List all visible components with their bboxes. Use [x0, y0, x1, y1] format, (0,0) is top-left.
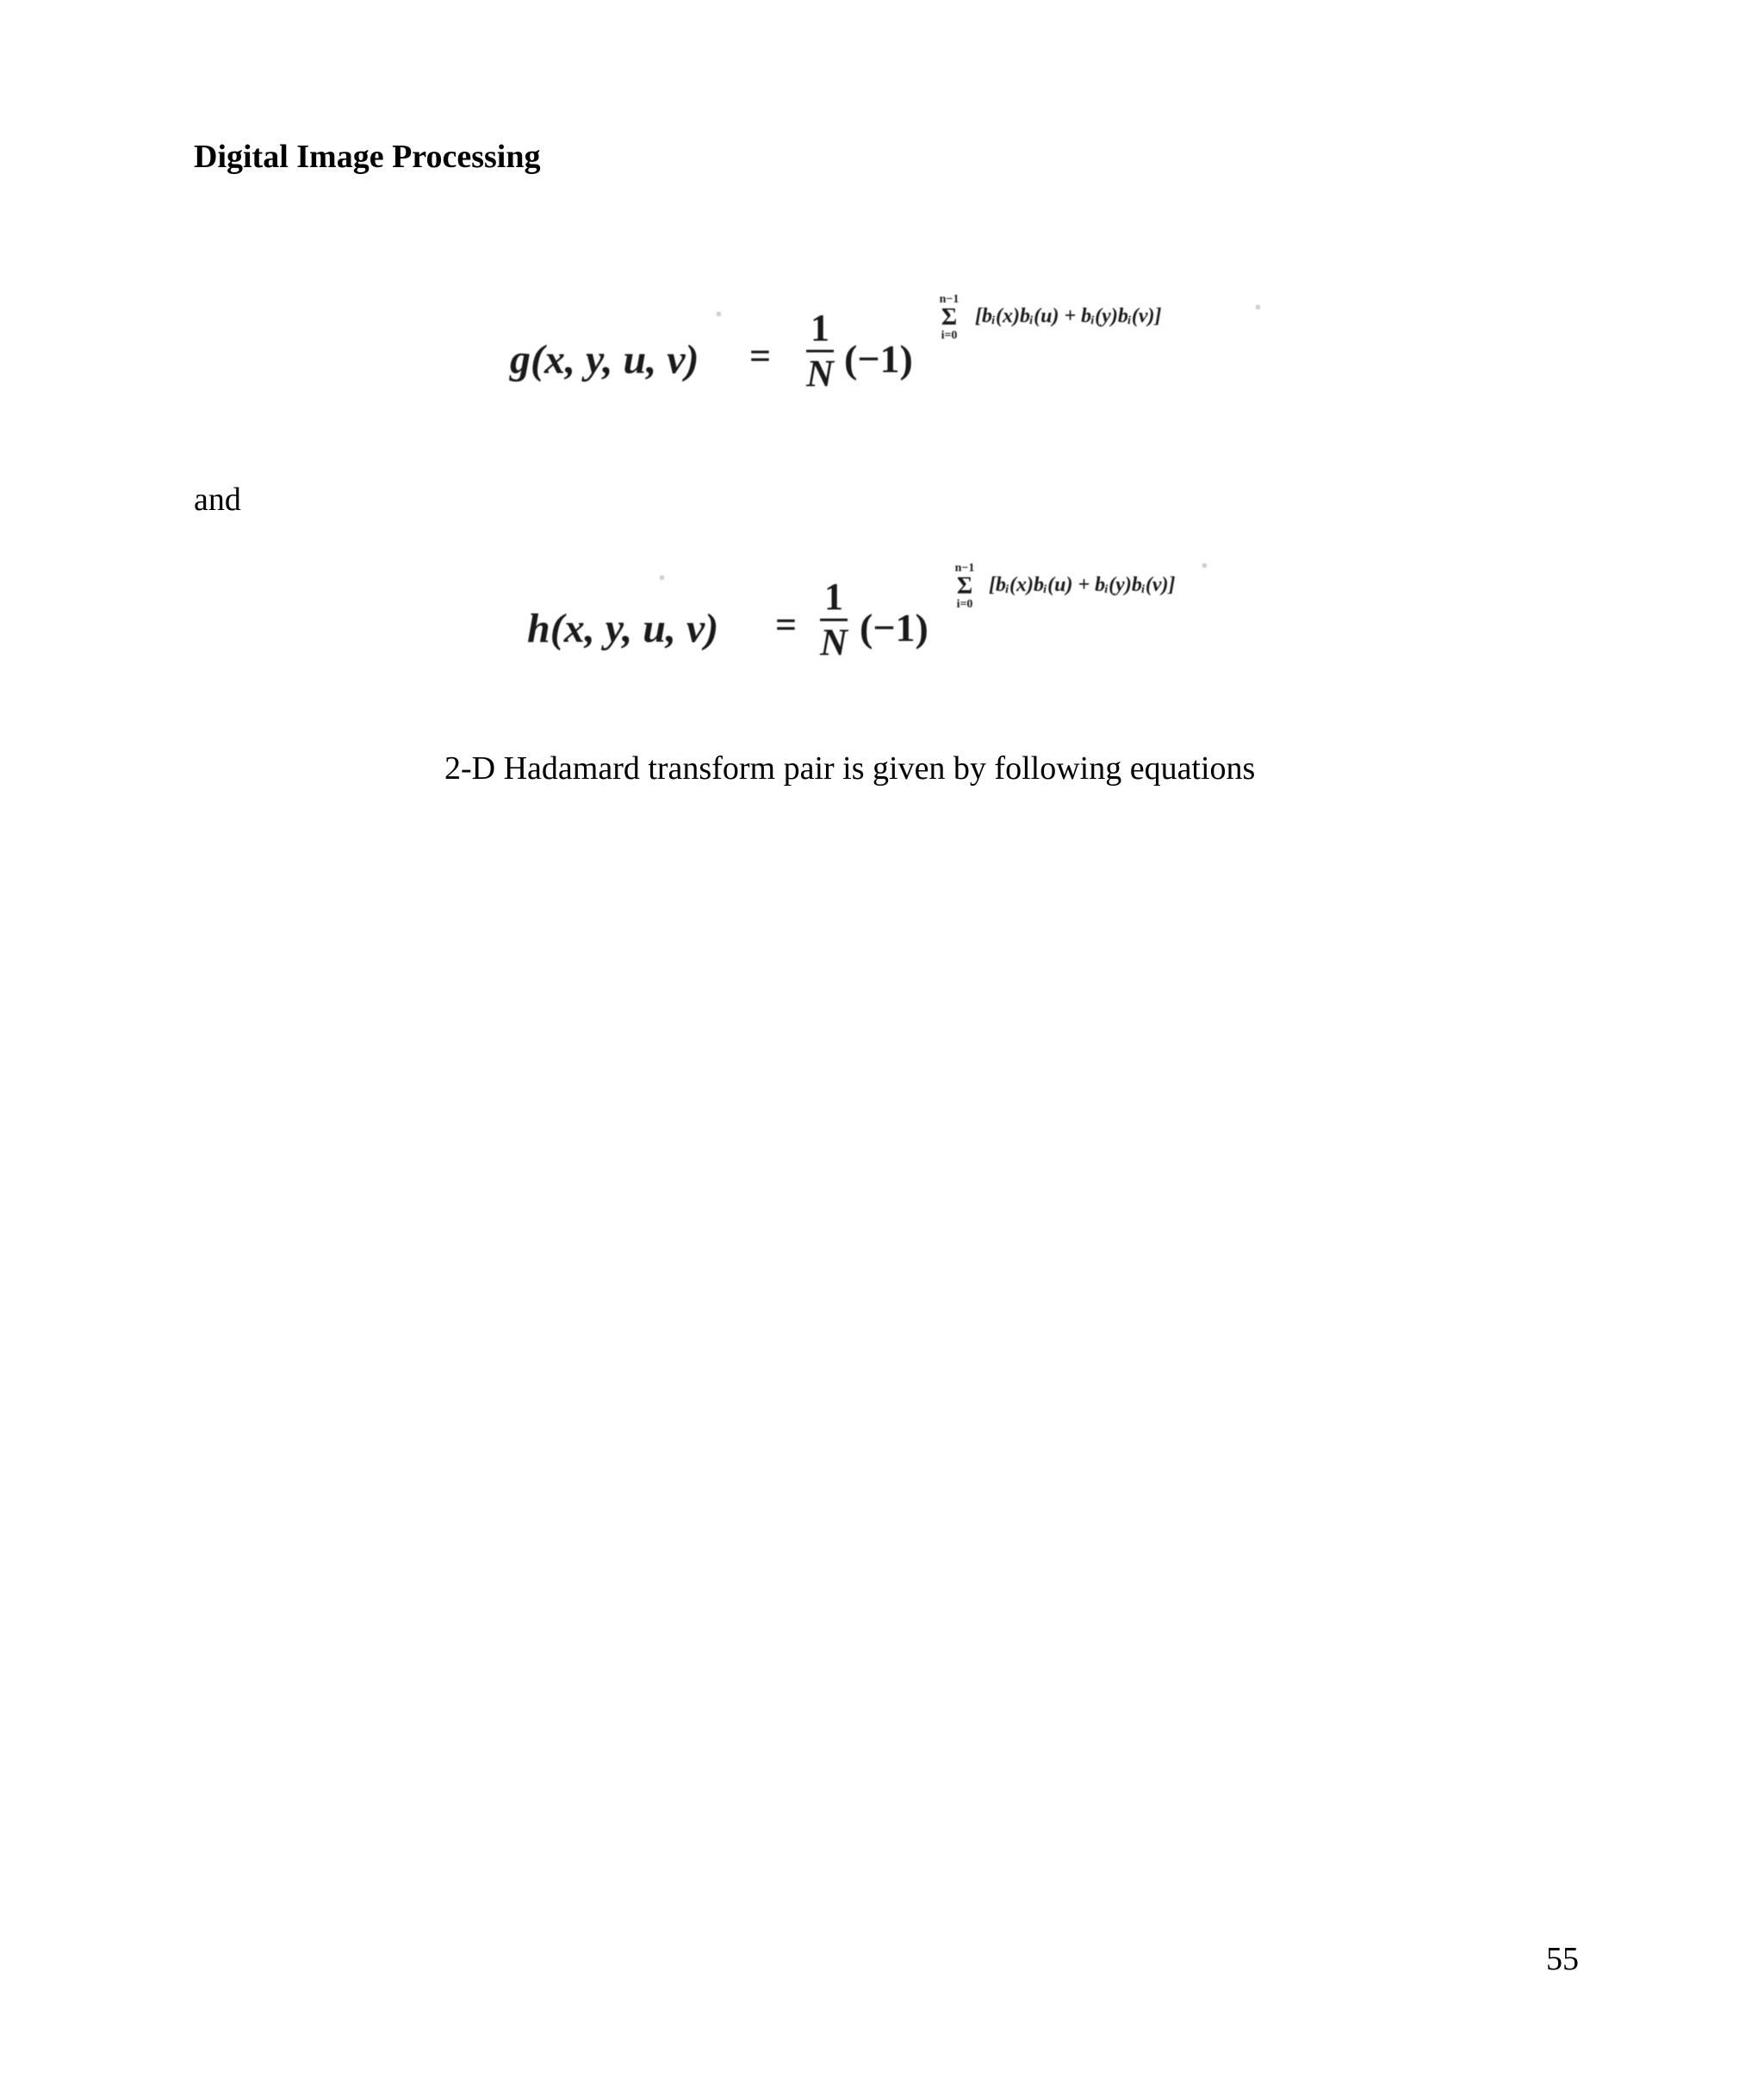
sigma-symbol: Σ — [956, 573, 973, 600]
equation-g — [510, 293, 1268, 414]
fraction — [817, 577, 851, 663]
equals-sign: = — [749, 335, 772, 377]
sigma-symbol: Σ — [941, 304, 958, 331]
fraction-denominator: N — [820, 621, 848, 663]
exponent-bracket: [bᵢ(x)bᵢ(u) + bᵢ(y)bᵢ(v)] — [989, 574, 1176, 596]
function-arguments: (x, y, u, v) — [531, 337, 699, 383]
page-number: 55 — [1546, 1941, 1579, 1977]
page-header: Digital Image Processing — [194, 139, 541, 175]
exponent-bracket: [bᵢ(x)bᵢ(u) + bᵢ(y)bᵢ(v)] — [975, 305, 1162, 327]
scan-artifact — [1202, 563, 1207, 568]
equation-h — [527, 562, 1251, 682]
summation-upper-limit: n−1 — [954, 562, 975, 575]
fraction-numerator: 1 — [811, 307, 829, 349]
function-name: g — [510, 337, 531, 383]
summation-upper-limit: n−1 — [939, 293, 960, 306]
fraction-numerator: 1 — [824, 575, 843, 618]
scan-artifact — [717, 312, 721, 316]
equation-lhs — [527, 605, 718, 652]
function-arguments: (x, y, u, v) — [550, 606, 719, 651]
fraction — [803, 308, 837, 394]
power-base: (−1) — [860, 606, 929, 650]
connector-text: and — [194, 482, 241, 518]
caption-text: 2-D Hadamard transform pair is given by following equations — [444, 750, 1256, 787]
fraction-denominator: N — [806, 352, 834, 395]
scan-artifact — [1256, 305, 1260, 309]
summation — [932, 293, 966, 343]
power-base: (−1) — [844, 337, 913, 381]
function-name: h — [527, 606, 550, 651]
summation-lower-limit: i=0 — [941, 329, 958, 342]
summation-lower-limit: i=0 — [956, 598, 973, 611]
scan-artifact — [660, 575, 664, 580]
summation — [947, 562, 982, 612]
equals-sign: = — [775, 604, 798, 646]
equation-lhs — [510, 336, 699, 383]
